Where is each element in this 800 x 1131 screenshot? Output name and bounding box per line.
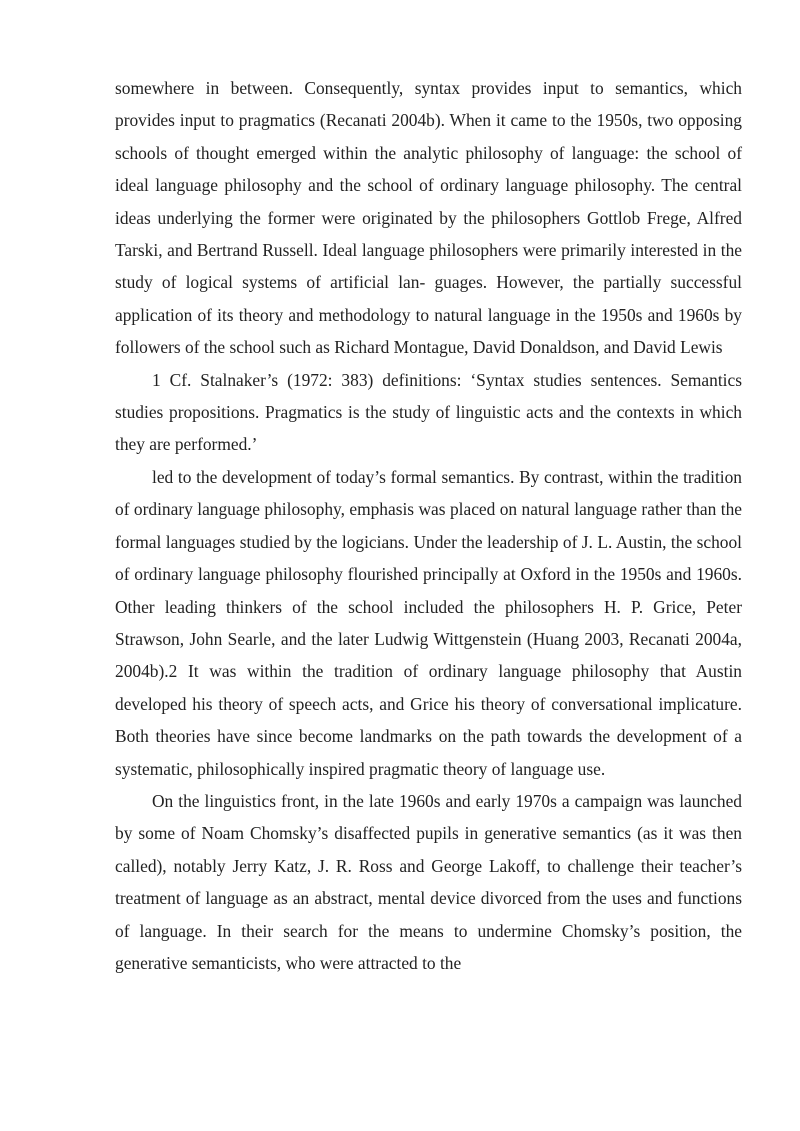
document-page [115, 72, 742, 979]
body-paragraph-1: somewhere in between. Consequently, syntax provides input to semantics, which provides input to pragmatics (Recanati 2004b). When it came to the 1950s, two opposing schools of thought emerged within the analytic philosophy of language: the school of ideal language philosophy and the school of ordinary language philosophy. The central ideas underlying the former were originated by the philosophers Gottlob Frege, Alfred Tarski, and Bertrand Russell. Ideal language philosophers were primarily interested in the study of logical systems of artificial lan- guages. However, the partially successful application of its theory and methodology to natural language in the 1950s and 1960s by followers of the school such as Richard Montague, David Donaldson, and David Lewis [115, 78, 742, 358]
body-paragraph-3: On the linguistics front, in the late 1960s and early 1970s a campaign was launched by some of Noam Chomsky’s disaffected pupils in generative semantics (as it was then called), notably Jerry Katz, J. R. Ross and George Lakoff, to challenge their teacher’s treatment of language as an abstract, mental device divorced from the uses and functions of language. In their search for the means to undermine Chomsky’s position, the generative semanticists, who were attracted to the [115, 790, 742, 973]
body-paragraph-2: led to the development of today’s formal semantics. By contrast, within the tradition of ordinary language philosophy, emphasis was placed on natural language rather than the formal languages studied by the logicians. Under the leadership of J. L. Austin, the school of ordinary language philosophy flourished principally at Oxford in the 1950s and 1960s. Other leading thinkers of the school included the philosophers H. P. Grice, Peter Strawson, John Searle, and the later Ludwig Wittgenstein (Huang 2003, Recanati 2004a, 2004b).2 It was within the tradition of ordinary language philosophy that Austin developed his theory of speech acts, and Grice his theory of conversational implicature. Both theories have since become landmarks on the path towards the development of a systematic, philosophically inspired pragmatic theory of language use. [115, 466, 742, 779]
footnote-1: 1 Cf. Stalnaker’s (1972: 383) definitions: ‘Syntax studies sentences. Semantics studies propositions. Pragmatics is the study of linguistic acts and the contexts in which they are performed.’ [115, 369, 742, 455]
